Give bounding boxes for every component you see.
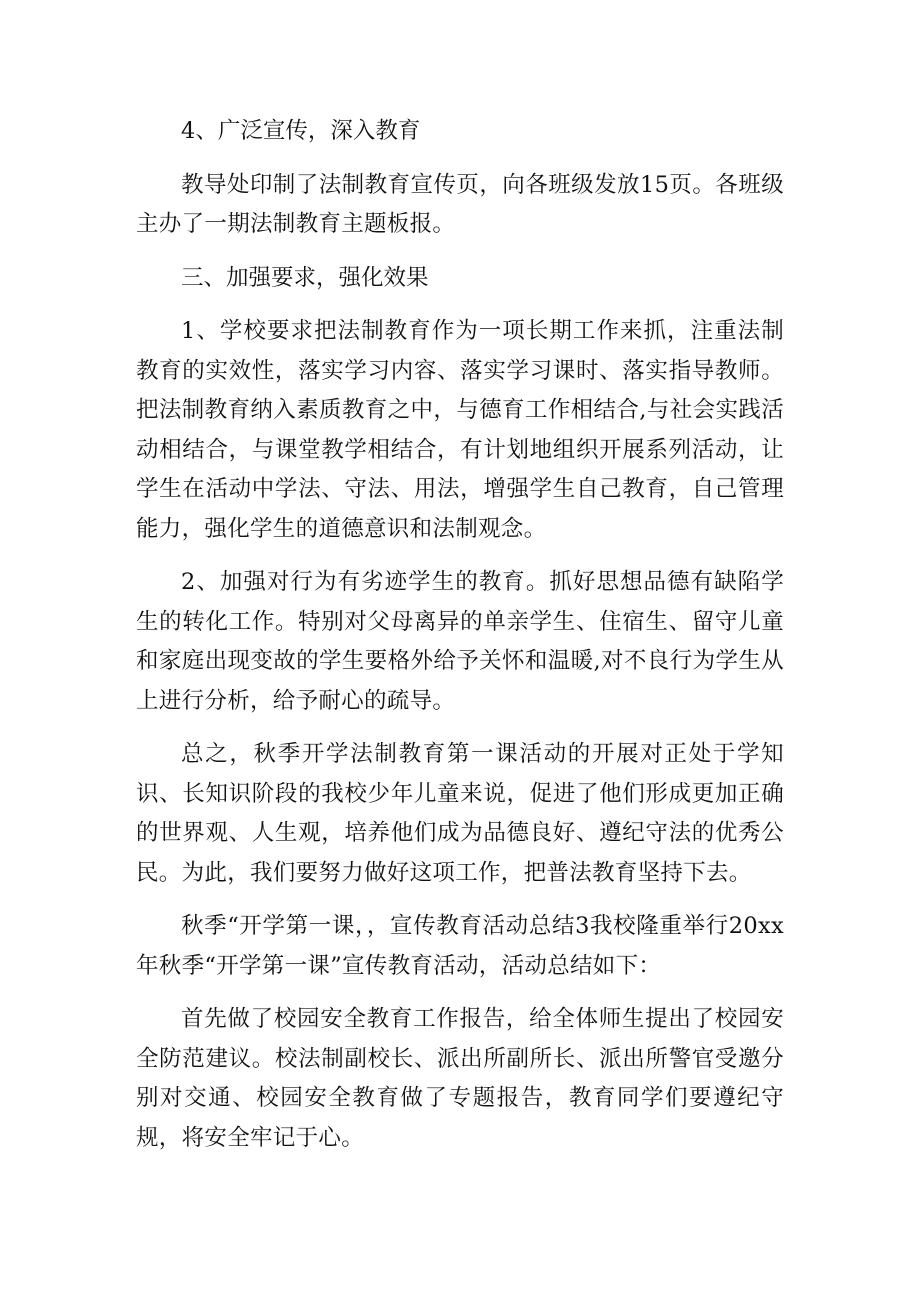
paragraph: 秋季“开学第一课，，宣传教育活动总结3我校隆重举行20xx年秋季“开学第一课”宣传教育活动，活动总结如下： <box>136 913 784 979</box>
section-heading: 4、广泛宣传，深入教育 <box>181 118 421 144</box>
paragraph: 总之，秋季开学法制教育第一课活动的开展对正处于学知识、长知识阶段的我校少年儿童来说，促进了他们形成更加正确的世界观、人生观，培养他们成为品德良好、遵纪守法的优秀公民。为此，我们要努力做好这项工作，把普法教育坚持下去。 <box>136 741 784 886</box>
paragraph: 2、加强对行为有劣迹学生的教育。抓好思想品德有缺陷学生的转化工作。特别对父母离异的单亲学生、住宿生、留守儿童和家庭出现变故的学生要格外给予关怀和温暖,对不良行为学生从上进行分析，给予耐心的疏导。 <box>136 569 784 714</box>
paragraph: 1、学校要求把法制教育作为一项长期工作来抓，注重法制教育的实效性，落实学习内容、落实学习课时、落实指导教师。把法制教育纳入素质教育之中，与德育工作相结合,与社会实践活动相结合，与课堂教学相结合，有计划地组织开展系列活动，让学生在活动中学法、守法、用法，增强学生自己教育，自己管理能力，强化学生的道德意识和法制观念。 <box>136 318 784 542</box>
paragraph: 教导处印制了法制教育宣传页，向各班级发放15页。各班级主办了一期法制教育主题板报。 <box>136 171 784 237</box>
document-body <box>136 112 784 1172</box>
paragraph: 首先做了校园安全教育工作报告，给全体师生提出了校园安全防范建议。校法制副校长、派出所副所长、派出所警官受邀分别对交通、校园安全教育做了专题报告，教育同学们要遵纪守规，将安全牢记于心。 <box>136 1006 784 1151</box>
section-heading: 三、加强要求，强化效果 <box>181 264 429 291</box>
